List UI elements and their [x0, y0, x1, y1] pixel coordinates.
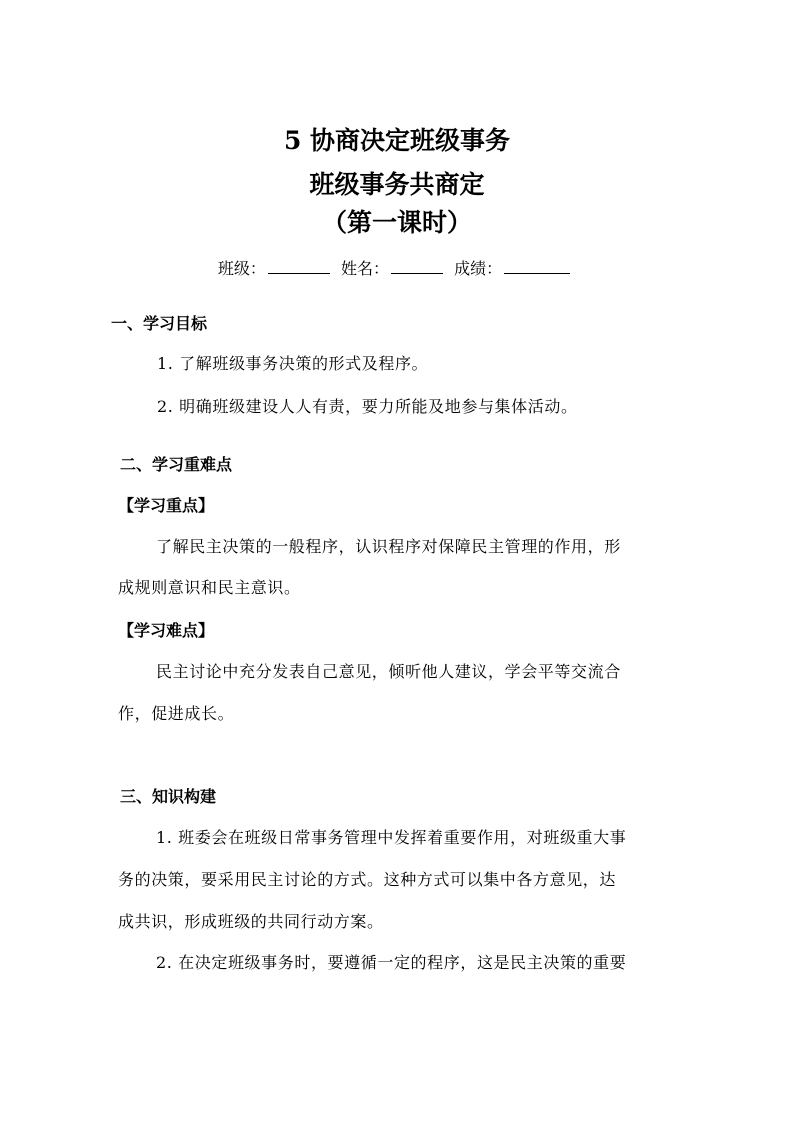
class-blank[interactable]	[268, 255, 330, 274]
difficult-point-label: 【学习难点】	[118, 621, 215, 640]
section-heading-knowledge: 三、知识构建	[120, 787, 217, 806]
lesson-period: （第一课时）	[321, 208, 472, 237]
score-blank[interactable]	[504, 255, 570, 274]
paragraph-line: 2. 在决定班级事务时，要遵循一定的程序，这是民主决策的重要	[156, 953, 627, 972]
objective-item: 2. 明确班级建设人人有责，要力所能及地参与集体活动。	[157, 397, 578, 416]
lesson-title: 5 协商决定班级事务	[283, 126, 511, 155]
paragraph-line: 作，促进成长。	[118, 704, 235, 723]
class-label: 班级：	[217, 259, 266, 278]
student-info-line	[0, 255, 794, 281]
name-blank[interactable]	[391, 255, 443, 274]
paragraph-line: 成规则意识和民主意识。	[118, 578, 301, 597]
lesson-subtitle: 班级事务共商定	[309, 170, 485, 199]
key-point-label: 【学习重点】	[118, 496, 215, 515]
section-heading-objectives: 一、学习目标	[111, 314, 208, 333]
paragraph-line: 务的决策，要采用民主讨论的方式。这种方式可以集中各方意见，达	[118, 870, 617, 889]
paragraph-line: 了解民主决策的一般程序，认识程序对保障民主管理的作用，形	[156, 537, 621, 556]
objective-item: 1. 了解班级事务决策的形式及程序。	[157, 354, 429, 373]
score-label: 成绩：	[454, 259, 503, 278]
paragraph-line: 民主讨论中充分发表自己意见，倾听他人建议，学会平等交流合	[156, 662, 621, 681]
paragraph-line: 成共识，形成班级的共同行动方案。	[118, 912, 384, 931]
paragraph-line: 1. 班委会在班级日常事务管理中发挥着重要作用，对班级重大事	[156, 828, 627, 847]
name-label: 姓名：	[340, 259, 389, 278]
section-heading-key-points: 二、学习重难点	[120, 455, 233, 474]
